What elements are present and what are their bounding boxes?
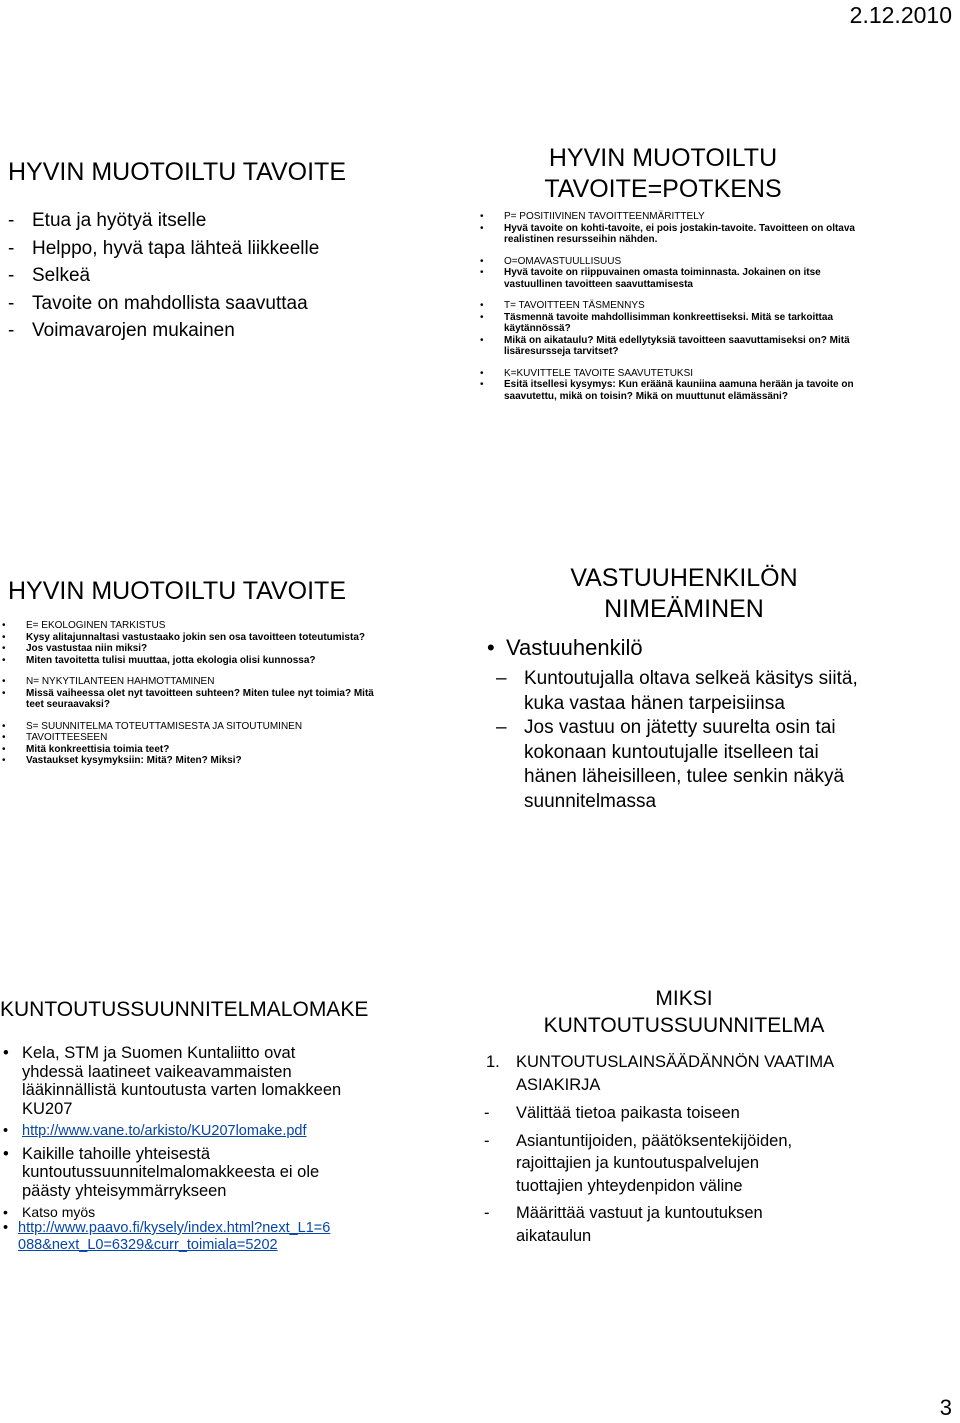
list-item: - Asiantuntijoiden, päätöksentekijöiden, rajoittajien ja kuntoutuspalvelujen tuottajien yhteydenpidon väline (484, 1130, 824, 1198)
item-list (8, 207, 448, 345)
title-line: TAVOITE=POTKENS (544, 175, 782, 203)
slide-2 (478, 143, 878, 402)
title-line: MIKSI (655, 987, 713, 1010)
list-item: • P= POSITIIVINEN TAVOITTEENMÄRITTELY (478, 211, 878, 223)
list-item: • Esitä itsellesi kysymys: Kun eräänä kauniina aamuna herään ja tavoite on saavutettu, mikä on toisin? Mikä on muuttunut elämässäni? (478, 379, 878, 402)
slide-1 (8, 158, 448, 345)
ku207-link[interactable]: http://www.vane.to/arkisto/KU207lomake.pdf (22, 1123, 307, 1139)
numbered-item (484, 1051, 836, 1097)
list-item: • Vastaukset kysymyksiin: Mitä? Miten? Miksi? (0, 755, 380, 767)
list-item: • Miten tavoitetta tulisi muuttaa, jotta ekologia olisi kunnossa? (0, 655, 380, 667)
paavo-link[interactable]: http://www.paavo.fi/kysely/index.html?next_L1=6 088&next_L0=6329&curr_toimiala=5202 (18, 1220, 331, 1253)
item-list (0, 620, 380, 767)
sub-item: – Jos vastuu on jätetty suurelta osin tai kokonaan kuntoutujalle itselleen tai hänen läheisilleen, tulee senkin näkyä suunnitelmassa (484, 716, 874, 814)
item-list (484, 1102, 824, 1247)
title-line: VASTUUHENKILÖN (570, 564, 798, 592)
list-item: • Kaikille tahoille yhteisestä kuntoutussuunnitelmalomakkeesta ei ole päästy yhteisymmärrykseen (0, 1145, 360, 1201)
list-item: - Välittää tietoa paikasta toiseen (484, 1102, 824, 1125)
title-line: NIMEÄMINEN (604, 595, 764, 623)
list-item: • E= EKOLOGINEN TARKISTUS (0, 620, 380, 632)
list-item: • N= NYKYTILANTEEN HAHMOTTAMINEN (0, 676, 380, 688)
list-item: - Helppo, hyvä tapa lähteä liikkeelle (8, 235, 448, 263)
slide-title (484, 563, 884, 625)
list-item: • Hyvä tavoite on kohti-tavoite, ei pois jostakin-tavoite. Tavoitteen on oltava realistinen resursseihin nähden. (478, 223, 878, 246)
list-item: - Etua ja hyötyä itselle (8, 207, 448, 235)
list-item: • Missä vaiheessa olet nyt tavoitteen suhteen? Miten tulee nyt toimia? Mitä teet seuraavaksi? (0, 688, 380, 711)
list-item: • Vastuuhenkilö (484, 633, 884, 663)
list-item: • Täsmennä tavoite mahdollisimman konkreettiseksi. Mitä se tarkoittaa käytännössä? (478, 312, 878, 335)
slide-title: HYVIN MUOTOILTU TAVOITE (8, 577, 347, 605)
list-item: • Kela, STM ja Suomen Kuntaliitto ovat yhdessä laatineet vaikeavammaisten lääkinnällistä kuntoutusta varten lomakkeen KU207 (0, 1044, 360, 1118)
link-item (0, 1122, 360, 1141)
slide-title: HYVIN MUOTOILTU TAVOITE (8, 158, 347, 186)
slide-3 (0, 577, 430, 767)
link-item (0, 1220, 360, 1254)
list-item: • O=OMAVASTUULLISUUS (478, 256, 878, 268)
title-line: KUNTOUTUSSUUNNITELMA (543, 1014, 825, 1037)
item-number: 1. (486, 1053, 500, 1071)
list-item: • S= SUUNNITELMA TOTEUTTAMISESTA JA SITOUTUMINEN (0, 721, 380, 733)
sub-list (484, 667, 874, 814)
slide-title (484, 985, 884, 1039)
page-date: 2.12.2010 (849, 2, 952, 28)
list-item: • T= TAVOITTEEN TÄSMENNYS (478, 300, 878, 312)
list-item: - Määrittää vastuut ja kuntoutuksen aikataulun (484, 1202, 824, 1247)
list-item: - Voimavarojen mukainen (8, 317, 448, 345)
sub-item: – Kuntoutujalla oltava selkeä käsitys siitä, kuka vastaa hänen tarpeisiinsa (484, 667, 874, 716)
title-line: HYVIN MUOTOILTU (548, 144, 778, 172)
item-text: KUNTOUTUSLAINSÄÄDÄNNÖN VAATIMA ASIAKIRJA (516, 1053, 834, 1094)
list-item: • Mitä konkreettisia toimia teet? (0, 744, 380, 756)
slide-4 (484, 563, 884, 814)
slide-title (448, 143, 878, 205)
list-item: • Hyvä tavoite on riippuvainen omasta toiminnasta. Jokainen on itse vastuullinen tavoitteen saavuttamisesta (478, 267, 878, 290)
list-item: - Selkeä (8, 262, 448, 290)
list-item: • Kysy alitajunnaltasi vastustaako jokin sen osa tavoitteen toteutumista? (0, 632, 380, 644)
slide-6 (484, 985, 884, 1247)
list-item: • Mikä on aikataulu? Mitä edellytyksiä tavoitteen saavuttamiseksi on? Mitä lisäresursseja tarvitset? (478, 335, 878, 358)
page-number: 3 (939, 1395, 952, 1420)
list-item: • K=KUVITTELE TAVOITE SAAVUTETUKSI (478, 368, 878, 380)
list-item: • Katso myös (0, 1204, 360, 1220)
item-list (0, 1044, 360, 1254)
list-item: - Tavoite on mahdollista saavuttaa (8, 290, 448, 318)
slide-title: KUNTOUTUSSUUNNITELMALOMAKE (0, 998, 369, 1021)
list-item: • TAVOITTEESEEN (0, 732, 380, 744)
list-item: • Jos vastustaa niin miksi? (0, 643, 380, 655)
item-list (484, 633, 884, 663)
slide-5 (0, 998, 410, 1254)
item-list (478, 211, 878, 402)
